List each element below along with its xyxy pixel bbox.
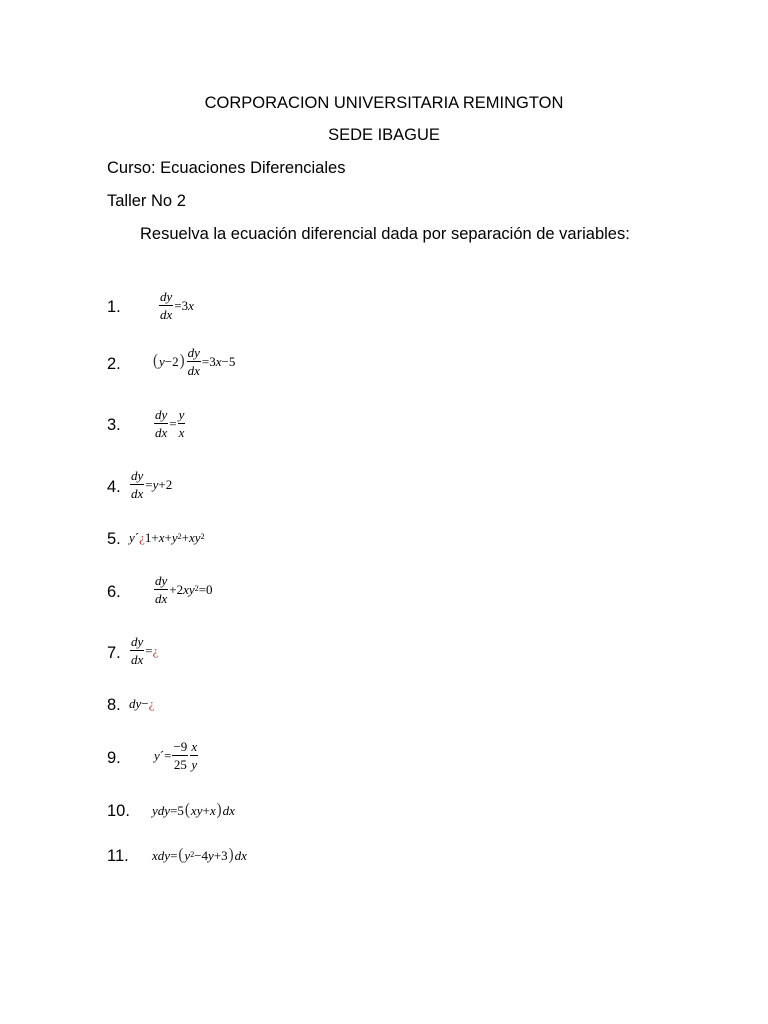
problem-number-3: 3. [107,416,121,434]
equation-1: $\frac{dy}{dx}$ = 3 x [160,289,194,322]
institution-title: CORPORACION UNIVERSITARIA REMINGTON [204,94,564,112]
problem-number-9: 9. [107,749,121,767]
equation-11: x dy = ( y $^2$ − 4 y + 3 ) dx [152,846,247,864]
equation-9: y ´ = $\frac{-9}{25}$ $\frac{x}{y}$ [154,739,198,772]
equation-2: ( y − 2 ) $\frac{dy}{dx}$ = 3 x − 5 [153,345,236,378]
problem-number-7: 7. [107,644,121,662]
equation-8: dy − ¿ [129,696,155,711]
problem-number-11: 11. [107,847,129,865]
problem-number-8: 8. [107,696,121,714]
equation-5: y ´ ¿ 1 + x + y $^2$ + x y $^2$ [129,530,205,545]
problem-number-4: 4. [107,478,121,496]
equation-10: y dy = 5 ( x y + x ) dx [152,801,235,819]
problem-number-6: 6. [107,583,121,601]
problem-number-10: 10. [107,802,130,820]
problem-number-1: 1. [107,298,121,316]
problem-number-2: 2. [107,355,121,373]
equation-4: $\frac{dy}{dx}$ = y + 2 [131,468,173,501]
workshop-label: Taller No 2 [107,192,186,210]
equation-3: $\frac{dy}{dx}$ = $\frac{y}{x}$ [155,407,185,440]
problem-number-5: 5. [107,530,121,548]
course-label: Curso: Ecuaciones Diferenciales [107,159,346,177]
campus-title: SEDE IBAGUE [328,126,440,144]
equation-7: $\frac{dy}{dx}$ = ¿ [131,634,159,667]
equation-6: $\frac{dy}{dx}$ + 2 x y $^2$ = 0 [155,573,213,606]
instruction-text: Resuelva la ecuación diferencial dada por separación de variables: [140,225,630,243]
